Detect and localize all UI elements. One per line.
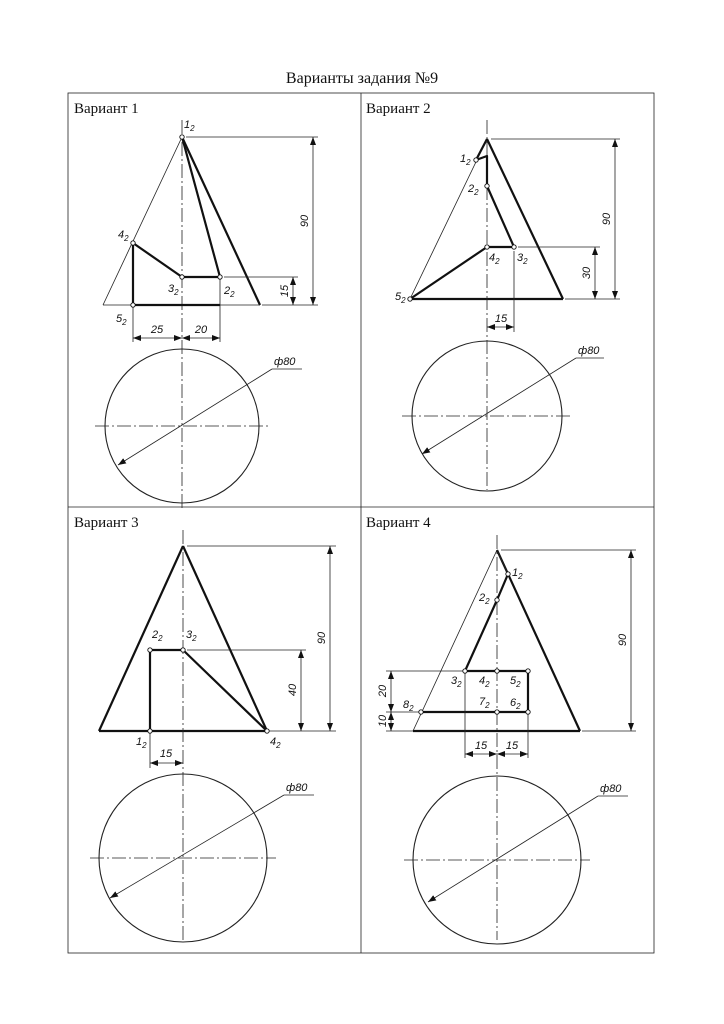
variant-1-panel [74,101,318,510]
v1-point-label-5: $5_2$ [116,313,127,327]
v4-point-7 [495,710,499,714]
variant-3-panel [74,515,336,942]
v2-dimension-30-label: 30 [581,266,593,280]
v2-dimension-90-label: 90 [601,212,613,226]
v1-diameter-leader [118,369,272,465]
v1-dimension-20-label: 20 [194,324,208,336]
v4-point-label-3: $3_2$ [451,675,462,689]
v4-diameter-leader [428,796,598,902]
v1-point-3 [180,275,184,279]
v3-dimension-90-label: 90 [316,631,328,645]
v4-point-label-2: $2_2$ [479,592,490,606]
v4-section-edge [497,550,508,574]
v4-point-8 [419,710,423,714]
v1-cone-left-generator [103,137,182,305]
v1-point-label-4: $4_2$ [118,229,129,243]
v3-diameter-label: ф80 [286,782,308,794]
v2-point-4 [485,245,489,249]
v4-point-label-1: $1_2$ [512,567,523,581]
v2-point-label-4: $4_2$ [489,252,500,266]
v1-diameter-label: ф80 [274,356,296,368]
v3-point-label-1: $1_2$ [136,736,147,750]
v2-diameter-leader [422,358,576,454]
v1-point-5 [131,303,135,307]
v4-point-2 [495,598,499,602]
v4-point-5 [526,669,530,673]
v2-point-label-1: $1_2$ [460,153,471,167]
v2-cone-left-generator [410,139,487,299]
page-title: Варианты задания №9 [285,70,439,87]
v1-point-1 [180,135,184,139]
variant-2-label: Вариант 2 [366,101,431,117]
v2-section-polyline [410,156,514,299]
v1-dimension-15-label: 15 [279,284,291,298]
v2-point-5 [408,297,412,301]
v4-diameter-label: ф80 [600,783,622,795]
v4-section-polyline [421,574,528,712]
v3-point-label-2: $2_2$ [152,629,163,643]
v4-point-6 [526,710,530,714]
v3-diameter-leader [110,795,284,898]
v2-dimension-15-label: 15 [494,313,508,325]
v1-point-label-1: $1_2$ [184,119,195,133]
variant-3-label: Вариант 3 [74,515,139,531]
v3-point-2 [148,648,152,652]
v4-point-4 [495,669,499,673]
v1-cone-right-generator [182,137,260,305]
v2-point-label-5: $5_2$ [395,291,406,305]
v1-point-label-2: $2_2$ [224,285,235,299]
v2-diameter-label: ф80 [578,345,600,357]
v2-point-1 [474,158,478,162]
v4-dimension-90-label: 90 [617,633,629,647]
variant-grid-frame [68,93,654,953]
v4-point-1 [506,572,510,576]
v1-dimension-25-label: 25 [150,324,164,336]
v4-dimension-15-left-label: 15 [474,740,488,752]
v4-dimension-10-label: 10 [377,714,389,728]
v3-cone-left-generator [99,546,183,731]
v3-dimension-40-label: 40 [287,683,299,697]
v3-point-1 [148,729,152,733]
v3-point-label-4: $4_2$ [270,736,281,750]
v2-point-3 [512,245,516,249]
variant-4-label: Вариант 4 [366,515,431,531]
v3-point-3 [181,648,185,652]
v1-point-2 [218,275,222,279]
v2-cone-right-generator [487,139,563,299]
v4-point-label-7: $7_2$ [479,696,490,710]
v3-dimension-15-label: 15 [159,748,173,760]
v4-dimension-20-label: 20 [377,684,389,698]
variant-4-panel [366,515,636,944]
v1-point-4 [131,241,135,245]
v1-dimension-90-label: 90 [299,214,311,228]
variant-1-label: Вариант 1 [74,101,139,117]
v4-dimension-15-right-label: 15 [505,740,519,752]
v1-section-polyline [133,137,220,305]
v3-point-label-3: $3_2$ [186,629,197,643]
v4-point-3 [463,669,467,673]
v4-point-label-6: $6_2$ [510,697,521,711]
variant-2-panel [366,101,620,491]
v4-point-label-5: $5_2$ [510,675,521,689]
v4-point-label-8: $8_2$ [403,699,414,713]
v2-point-label-2: $2_2$ [468,183,479,197]
v4-point-label-4: $4_2$ [479,675,490,689]
v2-point-label-3: $3_2$ [517,252,528,266]
v3-point-4 [265,729,269,733]
v2-point-2 [485,184,489,188]
v1-point-label-3: $3_2$ [168,283,179,297]
